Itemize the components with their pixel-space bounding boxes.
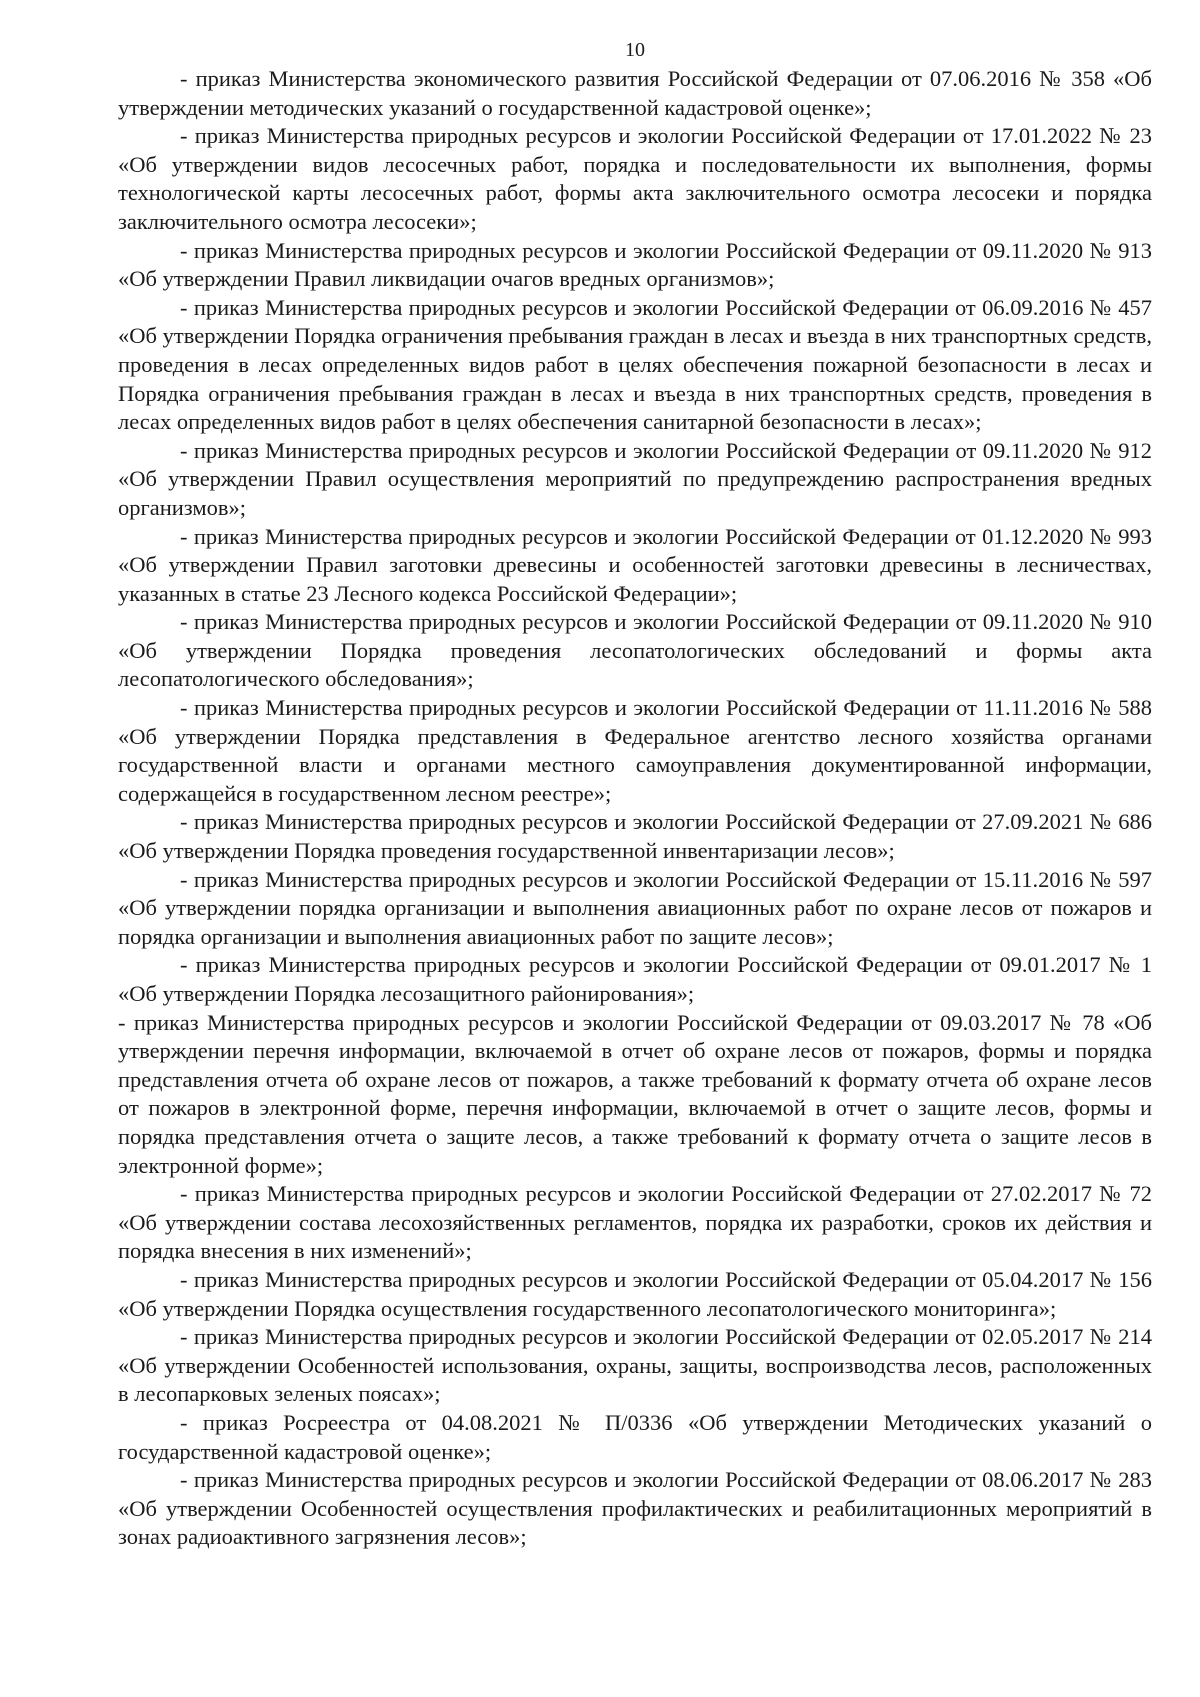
paragraph-3: - приказ Министерства природных ресурсов и экологии Российской Федерации от 09.11.2020 № 913 «Об утверждении Правил ликвидации очагов вредных организмов»; [118,237,1152,292]
paragraph-14: - приказ Министерства природных ресурсов и экологии Российской Федерации от 05.04.2017 № 156 «Об утверждении Порядка осуществления государственного лесопатологического мониторинга»; [118,1266,1152,1321]
paragraph-12: - приказ Министерства природных ресурсов и экологии Российской Федерации от 09.03.2017 № 78 «Об утверждении перечня информации, включаемой в отчет об охране лесов от пожаров, формы и порядка представления отчета об охране лесов от пожаров, а также требований к формату отчета об охране лесов от пожаров в электронной форме, перечня информации, включаемой в отчет о защите лесов, формы и порядка представления отчета о защите лесов, а также требований к формату отчета о защите лесов в электронной форме»; [118,1009,1152,1178]
paragraph-9: - приказ Министерства природных ресурсов и экологии Российской Федерации от 27.09.2021 № 686 «Об утверждении Порядка проведения государственной инвентаризации лесов»; [118,809,1152,864]
paragraph-15: - приказ Министерства природных ресурсов и экологии Российской Федерации от 02.05.2017 № 214 «Об утверждении Особенностей использования, охраны, защиты, воспроизводства лесов, расположенных в лесопарковых зеленых поясах»; [118,1324,1152,1407]
paragraph-5: - приказ Министерства природных ресурсов и экологии Российской Федерации от 09.11.2020 № 912 «Об утверждении Правил осуществления мероприятий по предупреждению распространения вредных организмов»; [118,437,1152,520]
paragraph-13: - приказ Министерства природных ресурсов и экологии Российской Федерации от 27.02.2017 № 72 «Об утверждении состава лесохозяйственных регламентов, порядка их разработки, сроков их действия и порядка внесения в них изменений»; [118,1181,1152,1264]
document-page [118,38,1152,1552]
paragraph-16: - приказ Росреестра от 04.08.2021 № П/0336 «Об утверждении Методических указаний о государственной кадастровой оценке»; [118,1409,1152,1464]
paragraph-4: - приказ Министерства природных ресурсов и экологии Российской Федерации от 06.09.2016 № 457 «Об утверждении Порядка ограничения пребывания граждан в лесах и въезда в них транспортных средств, проведения в лесах определенных видов работ в целях обеспечения пожарной безопасности в лесах и Порядка ограничения пребывания граждан в лесах и въезда в них транспортных средств, проведения в лесах определенных видов работ в целях обеспечения санитарной безопасности в лесах»; [118,294,1152,435]
paragraph-6: - приказ Министерства природных ресурсов и экологии Российской Федерации от 01.12.2020 № 993 «Об утверждении Правил заготовки древесины и особенностей заготовки древесины в лесничествах, указанных в статье 23 Лесного кодекса Российской Федерации»; [118,523,1152,606]
paragraph-17: - приказ Министерства природных ресурсов и экологии Российской Федерации от 08.06.2017 № 283 «Об утверждении Особенностей осуществления профилактических и реабилитационных мероприятий в зонах радиоактивного загрязнения лесов»; [118,1467,1152,1550]
page-number: 10 [625,39,645,61]
paragraph-7: - приказ Министерства природных ресурсов и экологии Российской Федерации от 09.11.2020 № 910 «Об утверждении Порядка проведения лесопатологических обследований и формы акта лесопатологического обследования»; [118,609,1152,692]
paragraph-1: - приказ Министерства экономического развития Российской Федерации от 07.06.2016 № 358 «Об утверждении методических указаний о государственной кадастровой оценке»; [118,66,1152,120]
paragraph-11: - приказ Министерства природных ресурсов и экологии Российской Федерации от 09.01.2017 № 1 «Об утверждении Порядка лесозащитного районирования»; [118,952,1152,1006]
paragraph-10: - приказ Министерства природных ресурсов и экологии Российской Федерации от 15.11.2016 № 597 «Об утверждении порядка организации и выполнения авиационных работ по охране лесов от пожаров и порядка организации и выполнения авиационных работ по защите лесов»; [118,866,1152,949]
paragraph-2: - приказ Министерства природных ресурсов и экологии Российской Федерации от 17.01.2022 № 23 «Об утверждении видов лесосечных работ, порядка и последовательности их выполнения, формы технологической карты лесосечных работ, формы акта заключительного осмотра лесосеки и порядка заключительного осмотра лесосеки»; [118,123,1152,234]
paragraph-8: - приказ Министерства природных ресурсов и экологии Российской Федерации от 11.11.2016 № 588 «Об утверждении Порядка представления в Федеральное агентство лесного хозяйства органами государственной власти и органами местного самоуправления документированной информации, содержащейся в государственном лесном реестре»; [118,695,1152,806]
document-body [118,65,1152,1552]
